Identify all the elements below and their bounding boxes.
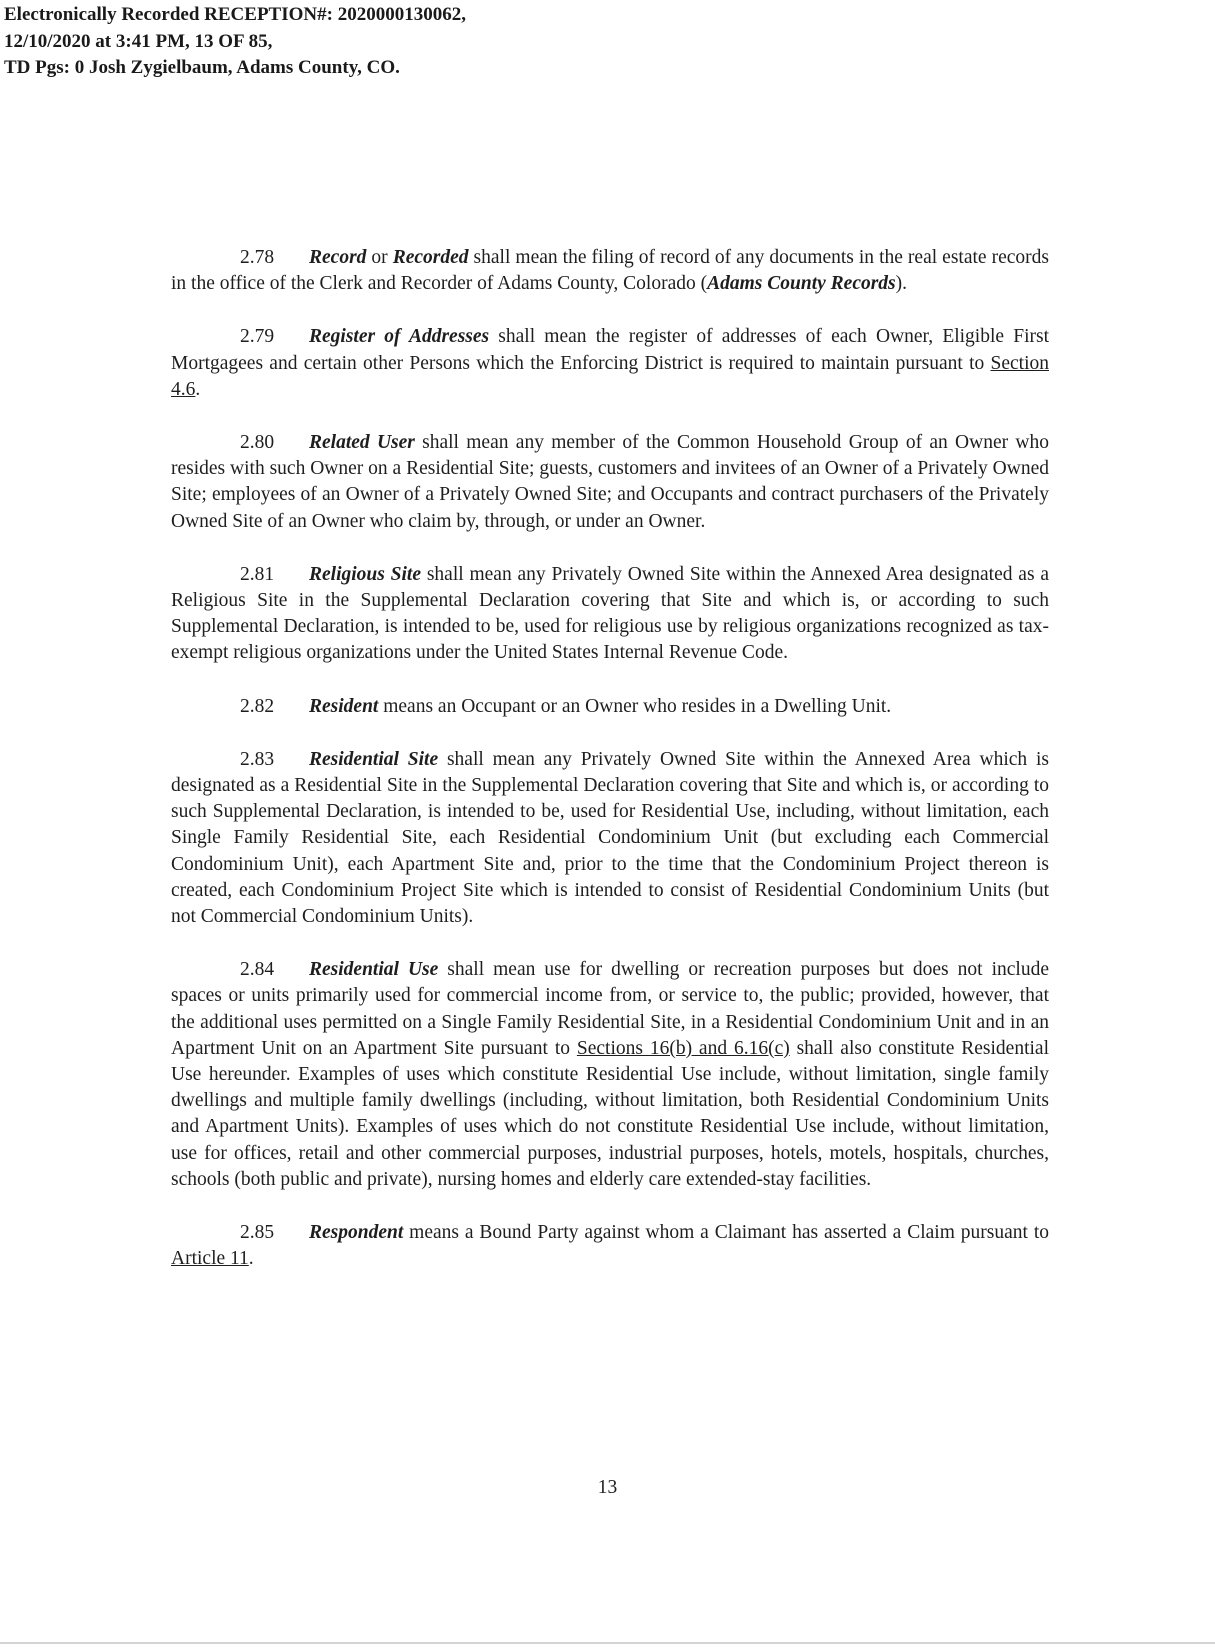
stamp-line-date: 12/10/2020 at 3:41 PM, 13 OF 85, — [4, 30, 273, 52]
defined-term: Resident — [309, 695, 379, 717]
stamp-line-recorder: TD Pgs: 0 Josh Zygielbaum, Adams County, CO. — [4, 57, 400, 78]
definition-text: shall mean the register of addresses of each Owner, Eligible First Mortgagees and certain other Persons which the Enforcing District is required to maintain pursuant to — [171, 326, 1049, 374]
section-2-81 — [171, 562, 1049, 667]
definition-text: shall mean any member of the Common Household Group of an Owner who resides with such Owner on a Residential Site; guests, customers and invitees of an Owner of a Privately Owned Site; employees of an Owner of a Privately Owned Site; and Occupants and contract purchasers of the Privately Owned Site of an Owner who claim by, through, or under an Owner. — [171, 432, 1049, 532]
defined-term: Register of Addresses — [309, 326, 490, 348]
stamp-line-reception: Electronically Recorded RECEPTION#: 2020000130062, — [4, 4, 466, 25]
definition-text: or — [366, 247, 393, 268]
recording-stamp — [4, 2, 466, 82]
definition-text: shall mean the filing of record of any documents in the real estate records in the office of the Clerk and Recorder of Adams County, Colorado ( — [171, 247, 1049, 295]
section-number: 2.78 — [240, 247, 275, 268]
section-reference: Section 4.6 — [171, 352, 1049, 400]
definition-text: . — [195, 378, 201, 400]
section-number: 2.83 — [240, 748, 275, 770]
section-2-84 — [171, 957, 1049, 1193]
definition-text: shall also constitute Residential Use hereunder. Examples of uses which constitute Residential Use include, without limitation, single family dwellings and multiple family dwellings (including, without limitation, both Residential Condominium Units and Apartment Units). Examples of uses which do not constitute Residential Use include, without limitation, use for offices, retail and other commercial purposes, industrial purposes, hotels, motels, hospitals, churches, schools (both public and private), nursing homes and elderly care extended-stay facilities. — [171, 1037, 1049, 1190]
definition-text: means an Occupant or an Owner who resides in a Dwelling Unit. — [378, 695, 892, 717]
defined-term: Adams County Records — [707, 273, 896, 295]
section-2-83 — [171, 747, 1049, 930]
definition-text: shall mean use for dwelling or recreation purposes but does not include spaces or units primarily used for commercial income from, or service to, the public; provided, however, that the additional uses permitted on a Single Family Residential Site, in a Residential Condominium Unit and in an Apartment Unit on an Apartment Site pursuant to — [171, 959, 1049, 1059]
document-body — [171, 245, 1049, 1300]
section-2-78 — [171, 245, 1049, 297]
section-number: 2.85 — [240, 1222, 275, 1244]
scan-edge-divider — [0, 1642, 1215, 1644]
defined-term: Residential Use — [309, 959, 439, 981]
definition-text: shall mean any Privately Owned Site within the Annexed Area which is designated as a Residential Site in the Supplemental Declaration covering that Site and which is, or according to such Supplemental Declaration, is intended to be, used for Residential Use, including, without limitation, each Single Family Residential Site, each Residential Condominium Unit (but excluding each Commercial Condominium Unit), each Apartment Site and, prior to the time that the Condominium Project thereon is created, each Condominium Project Site which is intended to consist of Residential Condominium Units (but not Commercial Condominium Units). — [171, 748, 1049, 928]
definition-text: means a Bound Party against whom a Claimant has asserted a Claim pursuant to — [403, 1222, 1049, 1244]
section-number: 2.84 — [240, 959, 275, 981]
section-2-79 — [171, 324, 1049, 403]
defined-term: Record — [309, 247, 367, 268]
defined-term: Related User — [309, 432, 415, 454]
section-reference: Sections 16(b) and 6.16(c) — [576, 1037, 790, 1059]
section-2-80 — [171, 430, 1049, 535]
section-number: 2.79 — [240, 326, 275, 348]
definition-text: ). — [895, 273, 908, 295]
defined-term: Respondent — [309, 1222, 404, 1244]
section-number: 2.81 — [240, 563, 275, 585]
section-number: 2.82 — [240, 695, 275, 717]
section-2-82 — [171, 694, 1049, 720]
section-2-85 — [171, 1220, 1049, 1272]
definition-text: . — [248, 1248, 254, 1270]
definition-text: shall mean any Privately Owned Site within the Annexed Area designated as a Religious Site in the Supplemental Declaration covering that Site and which is, or according to such Supplemental Declaration, is intended to be, used for religious use by religious organizations recognized as tax-exempt religious organizations under the United States Internal Revenue Code. — [171, 563, 1050, 664]
defined-term: Residential Site — [309, 748, 439, 770]
defined-term: Religious Site — [309, 563, 422, 585]
defined-term: Recorded — [392, 247, 469, 268]
section-reference: Article 11 — [171, 1248, 249, 1270]
page-number: 13 — [597, 1477, 618, 1498]
section-number: 2.80 — [240, 432, 275, 454]
